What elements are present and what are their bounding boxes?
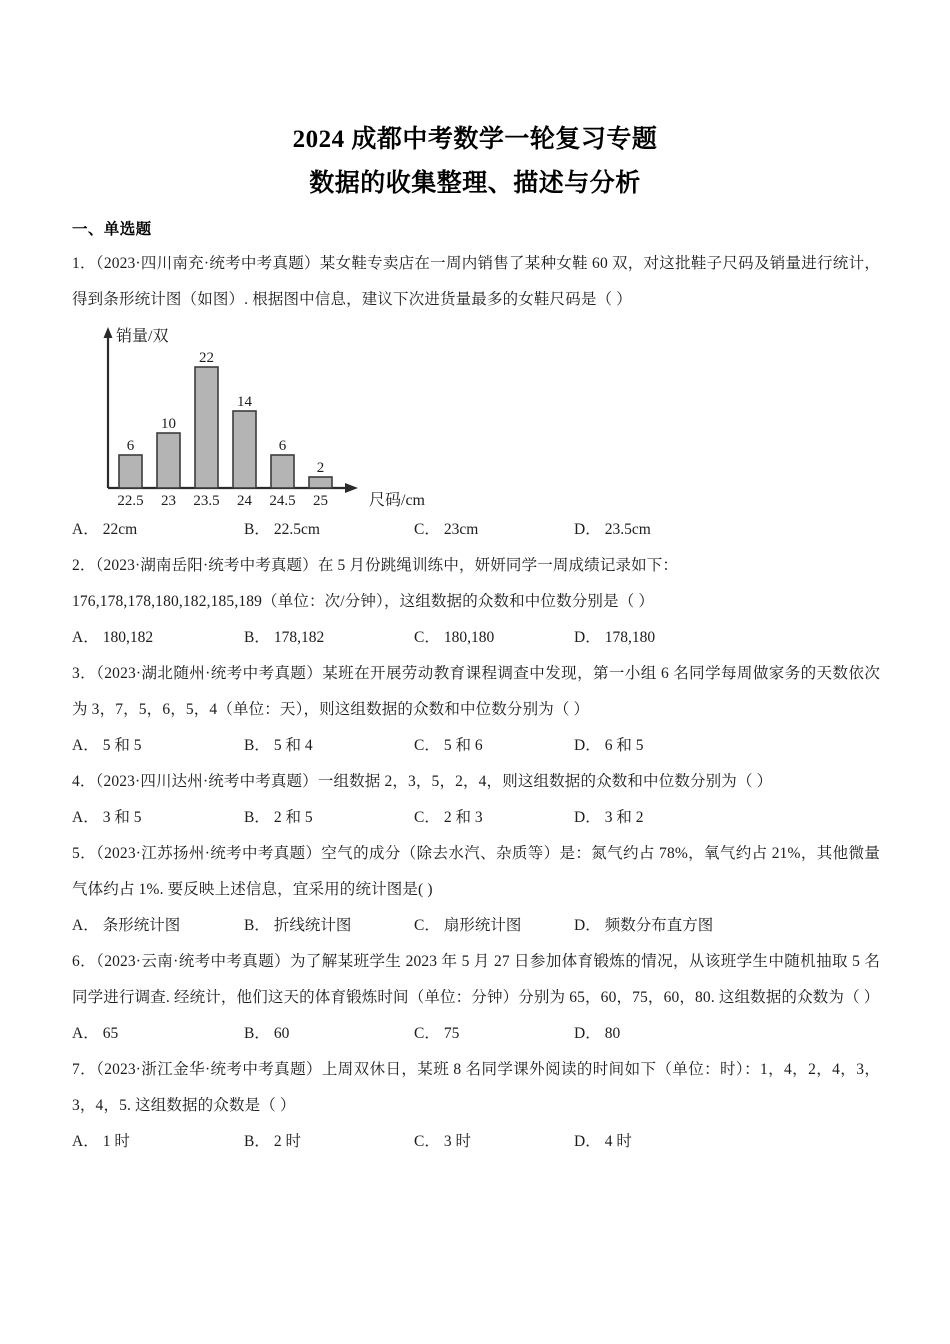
chart-y-axis-arrowhead (104, 327, 113, 338)
question-4-option-b[interactable] (244, 800, 414, 836)
question-4-options (72, 800, 880, 836)
option-d-label: D． (574, 1025, 601, 1042)
bar-label-24.5: 6 (278, 438, 287, 454)
option-b-label: B． (244, 809, 270, 826)
bar-label-23: 10 (161, 416, 176, 432)
option-b-value: 折线统计图 (273, 917, 352, 934)
question-4 (72, 764, 880, 836)
option-a-label: A． (72, 1025, 99, 1042)
option-c-value: 180,180 (443, 629, 495, 646)
option-c-value: 扇形统计图 (443, 917, 522, 934)
question-5-option-b[interactable] (244, 908, 414, 944)
question-1 (72, 246, 880, 548)
option-b-value: 2 和 5 (273, 809, 313, 826)
chart-x-axis-label: 尺码/cm (369, 492, 425, 509)
option-b-value: 5 和 4 (273, 737, 313, 754)
question-3-option-c[interactable] (414, 728, 574, 764)
x-tick-23: 23 (161, 493, 176, 509)
question-5-options (72, 908, 880, 944)
chart-x-tick-labels (117, 493, 328, 509)
bar-22.5 (119, 455, 142, 488)
question-7 (72, 1052, 880, 1160)
option-a-label: A． (72, 521, 99, 538)
option-c-value: 23cm (443, 521, 479, 538)
option-c-label: C． (414, 737, 440, 754)
question-3-option-b[interactable] (244, 728, 414, 764)
bar-label-23.5: 22 (199, 350, 214, 366)
option-a-label: A． (72, 629, 99, 646)
question-3-options (72, 728, 880, 764)
option-d-label: D． (574, 521, 601, 538)
option-c-label: C． (414, 1133, 440, 1150)
question-2 (72, 548, 880, 656)
question-7-option-a[interactable] (72, 1124, 244, 1160)
option-b-label: B． (244, 917, 270, 934)
bar-chart-svg (86, 322, 466, 510)
question-7-option-b[interactable] (244, 1124, 414, 1160)
document-title-block (0, 118, 950, 206)
question-6-text: 6．（2023·云南·统考中考真题）为了解某班学生 2023 年 5 月 27 日参加体育锻炼的情况，从该班学生中随机抽取 5 名同学进行调查. 经统计，他们这天的体育锻炼时间（单位：分钟）分别为 65，60，75，60，80. 这组数据的众数为（ ） (72, 953, 880, 1006)
question-2-text-line-1: 2．（2023·湖南岳阳·统考中考真题）在 5 月份跳绳训练中，妍妍同学一周成绩记录如下： (72, 557, 679, 574)
option-d-value: 23.5cm (604, 521, 651, 538)
question-5-text: 5．（2023·江苏扬州·统考中考真题）空气的成分（除去水汽、杂质等）是：氮气约占 78%，氧气约占 21%，其他微量气体约占 1%. 要反映上述信息，宜采用的统计图是( ) (72, 845, 880, 898)
option-d-value: 频数分布直方图 (604, 917, 714, 934)
option-a-label: A． (72, 809, 99, 826)
question-3 (72, 656, 880, 764)
bar-25 (309, 477, 332, 488)
section-heading: 一、单选题 (72, 221, 152, 238)
option-b-label: B． (244, 629, 270, 646)
question-1-option-d[interactable] (574, 512, 651, 548)
question-6-option-c[interactable] (414, 1016, 574, 1052)
option-c-value: 5 和 6 (443, 737, 483, 754)
option-d-value: 3 和 2 (604, 809, 644, 826)
option-a-value: 5 和 5 (102, 737, 142, 754)
x-tick-23.5: 23.5 (193, 493, 220, 509)
question-1-options (72, 512, 880, 548)
option-d-value: 80 (604, 1025, 621, 1042)
question-3-option-a[interactable] (72, 728, 244, 764)
chart-x-axis-arrowhead (345, 483, 358, 493)
bar-23.5 (195, 367, 218, 488)
option-d-value: 4 时 (604, 1133, 632, 1150)
option-a-value: 65 (102, 1025, 119, 1042)
question-3-option-d[interactable] (574, 728, 643, 764)
option-a-label: A． (72, 737, 99, 754)
option-d-value: 178,180 (604, 629, 656, 646)
option-d-label: D． (574, 917, 601, 934)
question-2-text-line-2: 176,178,178,180,182,185,189（单位：次/分钟），这组数据的众数和中位数分别是（ ） (72, 593, 655, 610)
question-3-text: 3．（2023·湖北随州·统考中考真题）某班在开展劳动教育课程调查中发现，第一小组 6 名同学每周做家务的天数依次为 3，7，5，6，5，4（单位：天），则这组数据的众数和中位数分别为（ ） (72, 665, 880, 718)
question-2-options (72, 620, 880, 656)
question-1-option-c[interactable] (414, 512, 574, 548)
option-b-value: 60 (273, 1025, 290, 1042)
option-d-label: D． (574, 809, 601, 826)
x-tick-22.5: 22.5 (117, 493, 144, 509)
question-2-option-c[interactable] (414, 620, 574, 656)
option-c-label: C． (414, 809, 440, 826)
question-5 (72, 836, 880, 944)
option-c-value: 75 (443, 1025, 460, 1042)
option-a-value: 条形统计图 (102, 917, 181, 934)
option-b-value: 22.5cm (273, 521, 320, 538)
option-c-label: C． (414, 629, 440, 646)
chart-bars (119, 367, 332, 488)
option-a-label: A． (72, 917, 99, 934)
option-d-label: D． (574, 1133, 601, 1150)
option-c-label: C． (414, 521, 440, 538)
option-c-value: 3 时 (443, 1133, 471, 1150)
document-body (72, 216, 880, 1160)
option-b-label: B． (244, 521, 270, 538)
option-b-label: B． (244, 737, 270, 754)
x-tick-24.5: 24.5 (269, 493, 296, 509)
bar-label-24: 14 (237, 394, 252, 410)
question-4-option-c[interactable] (414, 800, 574, 836)
x-tick-24: 24 (237, 493, 252, 509)
option-a-value: 1 时 (102, 1133, 130, 1150)
question-6-options (72, 1016, 880, 1052)
question-2-option-d[interactable] (574, 620, 655, 656)
question-5-option-a[interactable] (72, 908, 244, 944)
option-a-value: 3 和 5 (102, 809, 142, 826)
bar-label-25: 2 (316, 460, 325, 476)
bar-label-22.5: 6 (126, 438, 135, 454)
question-4-option-d[interactable] (574, 800, 643, 836)
question-6 (72, 944, 880, 1052)
option-c-value: 2 和 3 (443, 809, 483, 826)
document-title-line-2: 数据的收集整理、描述与分析 (309, 170, 641, 197)
question-7-option-c[interactable] (414, 1124, 574, 1160)
x-tick-25: 25 (313, 493, 328, 509)
question-6-option-b[interactable] (244, 1016, 414, 1052)
chart-y-axis-label: 销量/双 (116, 328, 169, 345)
option-b-label: B． (244, 1133, 270, 1150)
question-6-option-a[interactable] (72, 1016, 244, 1052)
option-d-value: 6 和 5 (604, 737, 644, 754)
question-1-option-a[interactable] (72, 512, 244, 548)
option-b-value: 178,182 (273, 629, 325, 646)
option-d-label: D． (574, 629, 601, 646)
bar-24.5 (271, 455, 294, 488)
question-2-option-b[interactable] (244, 620, 414, 656)
option-b-value: 2 时 (273, 1133, 301, 1150)
option-c-label: C． (414, 917, 440, 934)
question-7-text: 7．（2023·浙江金华·统考中考真题）上周双休日，某班 8 名同学课外阅读的时间如下（单位：时）：1，4，2，4，3，3，4，5. 这组数据的众数是（ ） (72, 1061, 880, 1114)
question-5-option-c[interactable] (414, 908, 574, 944)
bar-23 (157, 433, 180, 488)
option-b-label: B． (244, 1025, 270, 1042)
option-d-label: D． (574, 737, 601, 754)
question-7-options (72, 1124, 880, 1160)
question-4-option-a[interactable] (72, 800, 244, 836)
question-7-option-d[interactable] (574, 1124, 632, 1160)
option-a-label: A． (72, 1133, 99, 1150)
bar-chart-shoe-sales (86, 322, 466, 510)
question-1-option-b[interactable] (244, 512, 414, 548)
bar-24 (233, 411, 256, 488)
option-c-label: C． (414, 1025, 440, 1042)
option-a-value: 22cm (102, 521, 138, 538)
question-1-text: 1．（2023·四川南充·统考中考真题）某女鞋专卖店在一周内销售了某种女鞋 60 双，对这批鞋子尺码及销量进行统计，得到条形统计图（如图）. 根据图中信息，建议下次进货量最多的女鞋尺码是（ ） (72, 255, 880, 308)
question-4-text: 4．（2023·四川达州·统考中考真题）一组数据 2，3，5，2，4，则这组数据的众数和中位数分别为（ ） (72, 773, 773, 790)
question-6-option-d[interactable] (574, 1016, 620, 1052)
option-a-value: 180,182 (102, 629, 154, 646)
question-5-option-d[interactable] (574, 908, 713, 944)
document-title-line-1: 2024 成都中考数学一轮复习专题 (292, 126, 658, 153)
question-2-option-a[interactable] (72, 620, 244, 656)
